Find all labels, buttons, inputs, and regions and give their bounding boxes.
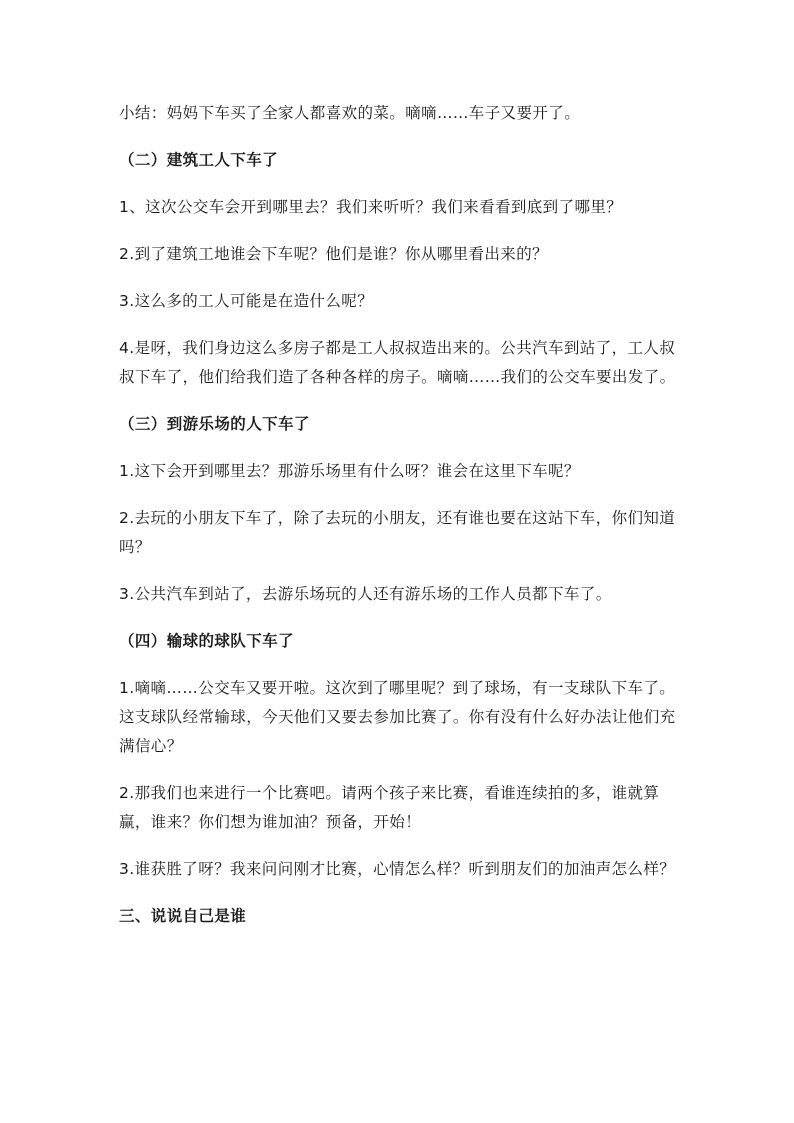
list-item: 2.到了建筑工地谁会下车呢？他们是谁？你从哪里看出来的？ xyxy=(119,245,548,263)
list-item: 3.这么多的工人可能是在造什么呢？ xyxy=(119,292,374,310)
list-item: 1.这下会开到哪里去？那游乐场里有什么呀？谁会在这里下车呢？ xyxy=(119,462,580,480)
list-item: 2.那我们也来进行一个比赛吧。请两个孩子来比赛，看谁连续拍的多，谁就算赢，谁来？你们想为谁加油？预备，开始！ xyxy=(119,784,660,831)
list-item: 3.公共汽车到站了，去游乐场玩的人还有游乐场的工作人员都下车了。 xyxy=(119,585,612,603)
list-item: 4.是呀，我们身边这么多房子都是工人叔叔造出来的。公共汽车到站了，工人叔叔下车了，他们给我们造了各种各样的房子。嘀嘀……我们的公交车要出发了。 xyxy=(119,339,676,386)
section-heading-construction-workers: （二）建筑工人下车了 xyxy=(119,151,279,169)
list-item: 2.去玩的小朋友下车了，除了去玩的小朋友，还有谁也要在这站下车，你们知道吗？ xyxy=(119,509,676,556)
document-body xyxy=(119,99,679,949)
list-item: 3.谁获胜了呀？我来问问刚才比赛，心情怎么样？听到朋友们的加油声怎么样？ xyxy=(119,860,676,878)
list-item: 1.嘀嘀……公交车又要开啦。这次到了哪里呢？到了球场，有一支球队下车了。这支球队经常输球，今天他们又要去参加比赛了。你有没有什么好办法让他们充满信心？ xyxy=(119,679,676,755)
section-heading-introduce-yourself: 三、说说自己是谁 xyxy=(119,907,247,925)
section-heading-losing-team: （四）输球的球队下车了 xyxy=(119,632,294,650)
list-item: 1、这次公交车会开到哪里去？我们来听听？我们来看看到底到了哪里？ xyxy=(119,198,623,216)
summary-paragraph: 小结：妈妈下车买了全家人都喜欢的菜。嘀嘀……车子又要开了。 xyxy=(119,104,581,122)
section-heading-amusement-park: （三）到游乐场的人下车了 xyxy=(119,415,310,433)
